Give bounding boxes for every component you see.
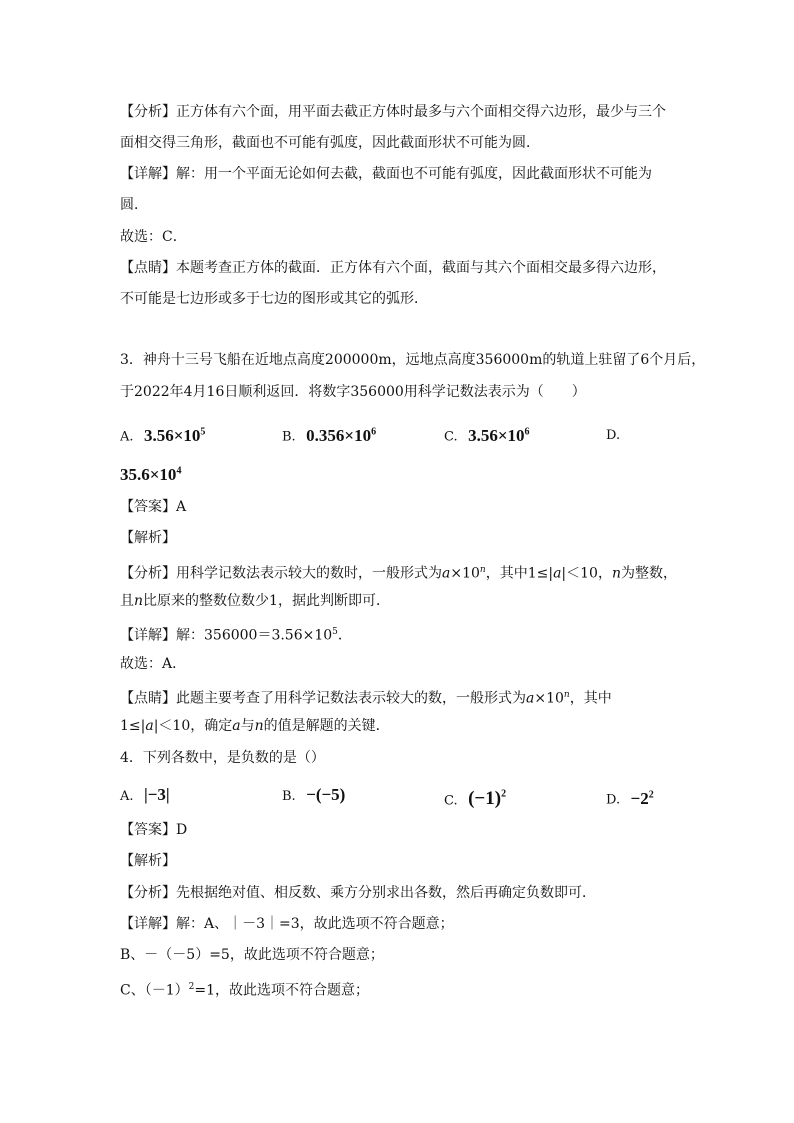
q4-solution-heading: 【解析】 xyxy=(120,853,176,869)
q4-option-c: C. $(-1)^2$ xyxy=(444,788,507,810)
q4-stem: 4．下列各数中，是负数的是（） xyxy=(120,750,325,766)
q2-analysis-line-1: 【分析】正方体有六个面，用平面去截正方体时最多与六个面相交得六边形，最少与三个 xyxy=(120,104,666,120)
q3-analysis-line-2: 且n比原来的整数位数少1，据此判断即可． xyxy=(120,593,390,609)
q4-detail-line-2: B、－（－5）=5，故此选项不符合题意； xyxy=(120,947,384,963)
q3-choice: 故选：A． xyxy=(120,656,187,672)
q2-analysis-line-2: 面相交得三角形，截面也不可能有弧度，因此截面形状不可能为圆． xyxy=(120,135,540,151)
q3-stem-line-1: 3．神舟十三号飞船在近地点高度200000m，远地点高度356000m的轨道上驻留了6个月后， xyxy=(120,352,706,368)
q4-answer: 【答案】D xyxy=(120,822,188,838)
q3-option-d-label: D. xyxy=(606,428,621,443)
q3-detail: 【详解】解：$356000=3.56\times 10^5$． xyxy=(120,627,352,644)
q3-solution-heading: 【解析】 xyxy=(120,530,176,546)
q3-comment-line-2: 1≤|a|＜10，确定a与n的值是解题的关键． xyxy=(120,718,390,734)
q4-option-d: D. $-2^2$ xyxy=(606,788,654,808)
q4-option-b: B. −(−5) xyxy=(282,785,346,804)
q3-answer: 【答案】A xyxy=(120,499,187,515)
q3-option-b: B. $0.356\times 10^6$ xyxy=(282,425,377,445)
q2-choice: 故选：C． xyxy=(120,229,187,245)
q4-analysis: 【分析】先根据绝对值、相反数、乘方分别求出各数，然后再确定负数即可． xyxy=(120,885,596,901)
q4-detail-line-3: C、$(-1)^2=1$，故此选项不符合题意； xyxy=(120,982,369,999)
q3-option-c: C. $3.56\times 10^6$ xyxy=(444,425,530,445)
q2-comment-line-2: 不可能是七边形或多于七边的图形或其它的弧形． xyxy=(120,291,428,307)
q2-comment-line-1: 【点睛】本题考查正方体的截面．正方体有六个面，截面与其六个面相交最多得六边形， xyxy=(120,260,666,276)
q3-stem-line-2: 于2022年4月16日顺利返回．将数字356000用科学记数法表示为（ ） xyxy=(120,384,586,400)
q2-detail-line-1: 【详解】解：用一个平面无论如何去截，截面也不可能有弧度，因此截面形状不可能为 xyxy=(120,166,652,182)
q3-option-d-value: $35.6\times 10^4$ xyxy=(120,464,182,484)
q4-option-a: A. |−3| xyxy=(120,785,170,804)
q3-analysis-line-1: 【分析】用科学记数法表示较大的数时，一般形式为$a\times 10^n$，其中1≤|a|＜10，n为整数， xyxy=(120,565,677,582)
q3-option-a: A. $3.56\times 10^5$ xyxy=(120,425,206,445)
q3-comment-line-1: 【点睛】此题主要考查了用科学记数法表示较大的数，一般形式为$a\times 10^n$，其中 xyxy=(120,690,612,707)
q2-detail-line-2: 圆． xyxy=(120,197,148,213)
q4-detail-line-1: 【详解】解：A、｜－3｜=3，故此选项不符合题意； xyxy=(120,916,454,932)
